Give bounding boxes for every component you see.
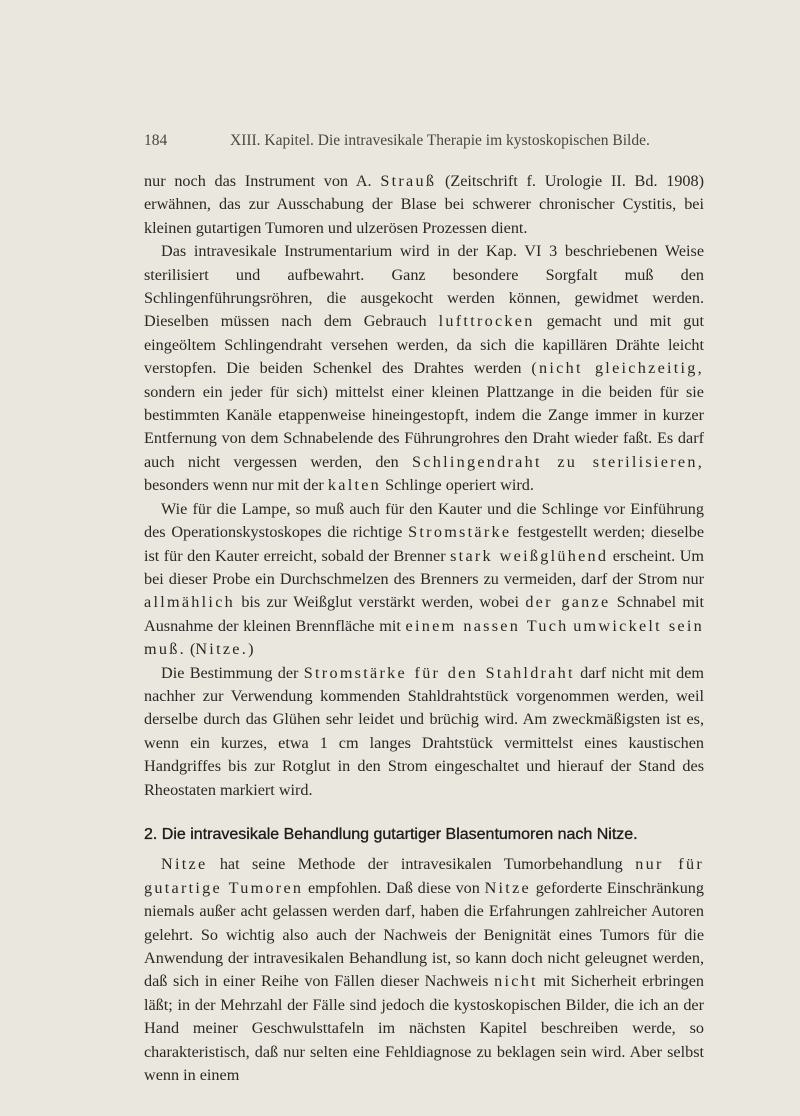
section-heading [144, 823, 704, 846]
emphasis: allmählich [144, 593, 236, 612]
emphasis: Stromstärke für den Stahldraht [303, 663, 575, 682]
emphasis: nicht [494, 972, 538, 991]
body-text [144, 170, 704, 1087]
section-number: 2. [144, 825, 158, 843]
emphasis: (nicht gleichzeitig, [531, 359, 704, 378]
paragraph-1: nur noch das Instrument von A. Strauß (Zeitschrift f. Urologie II. Bd. 1908) erwähnen, das zur Ausschabung der Blase bei schwerer chronischer Cystitis, bei kleinen gutartigen Tumoren und ulzerösen Prozessen dient. [144, 172, 704, 237]
paragraph-5: Nitze hat seine Methode der intravesikalen Tumorbehandlung nur für gutartige Tumoren empfohlen. Daß diese von Nitze geforderte Einschränkung niemals außer acht gelassen werden darf, haben die Erfahrungen zahlreicher Autoren gelehrt. So wichtig also auch der Nachweis der Benignität eines Tumors für die Anwendung der intravesikalen Behandlung ist, so kann doch nicht geleugnet werden, daß sich in einer Reihe von Fällen dieser Nachweis nicht mit Sicherheit erbringen läßt; in der Mehrzahl der Fälle sind jedoch die kystoskopischen Bilder, die ich an der Hand meiner Geschwulsttafeln im nächsten Kapitel beschreiben werde, so charakteristisch, daß nur selten eine Fehldiagnose zu beklagen sein wird. Aber selbst wenn in einem [144, 855, 704, 1085]
emphasis: nur für gutartige Tumoren [144, 855, 704, 897]
paragraph-2: Das intravesikale Instrumentarium wird in der Kap. VI 3 beschriebenen Weise sterilisiert und aufbewahrt. Ganz besondere Sorgfalt muß den Schlingenführungsröhren, die ausgekocht werden können, gewidmet werden. Dieselben müssen nach dem Gebrauch lufttrocken gemacht und mit gut eingeöltem Schlingendraht versehen werden, da sich die kapillären Drähte leicht verstopfen. Die beiden Schenkel des Drahtes werden (nicht gleichzeitig, sondern ein jeder für sich) mittelst einer kleinen Plattzange in die beiden für sie bestimmten Kanäle etappenweise hineingestopft, indem die Zange immer in kurzer Entfernung von dem Schnabelende des Führungrohres den Draht wieder faßt. Es darf auch nicht vergessen werden, den Schlingendraht zu sterilisieren, besonders wenn nur mit der kalten Schlinge operiert wird. [144, 242, 705, 495]
running-header [144, 132, 704, 150]
emphasis: Schlingendraht zu sterilisieren, [412, 452, 705, 471]
spaced-author: Nitze [484, 878, 531, 897]
emphasis: Stromstärke [408, 523, 512, 542]
emphasis: einem nassen Tuch [405, 616, 569, 635]
emphasis: kalten [327, 476, 382, 495]
page-number: 184 [144, 132, 168, 149]
emphasis: der ganze [525, 593, 611, 612]
emphasis: stark weißglühend [450, 546, 609, 565]
paragraph-4: Die Bestimmung der Stromstärke für den Stahldraht darf nicht mit dem nachher zur Verwendung kommenden Stahldrahtstück vorgenommen werden, weil derselbe durch das Glühen sehr leidet und brüchig wird. Am zweckmäßigsten ist es, wenn ein kurzes, etwa 1 cm langes Drahtstück vermittelst eines kaustischen Handgriffes bis zur Rotglut in den Strom eingeschaltet und hierauf der Stand des Rheostaten markiert wird. [144, 663, 704, 799]
spaced-author: Nitze [161, 855, 208, 874]
spaced-author: Strauß [380, 172, 437, 190]
emphasis: lufttrocken [438, 312, 535, 331]
term: Kauter [437, 499, 482, 518]
section-title: Die intravesikale Behandlung gutartiger Blasentumoren nach Nitze. [161, 825, 638, 843]
paragraph-3: Wie für die Lampe, so muß auch für den Kauter und die Schlinge vor Einführung des Operationskystoskopes die richtige Stromstärke festgestellt werden; dieselbe ist für den Kauter erreicht, sobald der Brenner stark weißglühend erscheint. Um bei dieser Probe ein Durchschmelzen des Brenners zu vermeiden, darf der Strom nur allmählich bis zur Weißglut verstärkt werden, wobei der ganze Schnabel mit Ausnahme der kleinen Brennfläche mit einem nassen Tuch umwickelt sein muß. (Nitze.) [144, 499, 705, 659]
emphasis: umwickelt sein muß. [144, 616, 705, 659]
spaced-author: Nitze. [195, 640, 249, 659]
term: Schlinge vor Einführung [541, 499, 704, 518]
running-title: XIII. Kapitel. Die intravesikale Therapie im kystoskopischen Bilde. [230, 132, 650, 149]
